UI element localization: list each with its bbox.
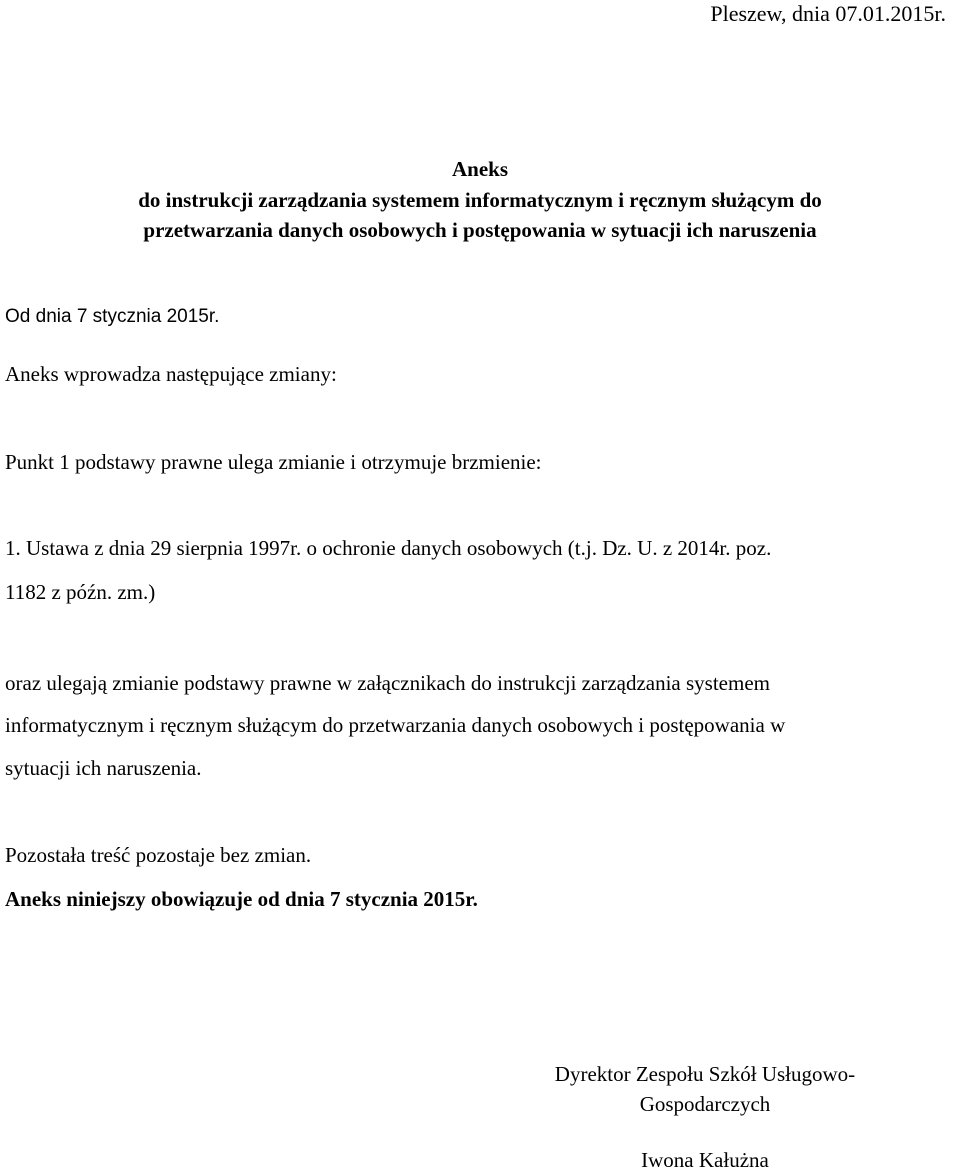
punkt-paragraph: Punkt 1 podstawy prawne ulega zmianie i otrzymuje brzmienie: bbox=[5, 450, 542, 474]
signatory-name: Iwona Kałużna bbox=[641, 1148, 769, 1172]
effective-statement: Aneks niniejszy obowiązuje od dnia 7 stycznia 2015r. bbox=[5, 887, 478, 911]
intro-paragraph: Aneks wprowadza następujące zmiany: bbox=[5, 362, 337, 386]
changes-paragraph-line-1: oraz ulegają zmianie podstawy prawne w załącznikach do instrukcji zarządzania systemem bbox=[5, 671, 770, 695]
changes-paragraph-line-3: sytuacji ich naruszenia. bbox=[5, 756, 202, 780]
law-reference-line-2: 1182 z późn. zm.) bbox=[5, 580, 156, 604]
rest-unchanged-paragraph: Pozostała treść pozostaje bez zmian. bbox=[5, 843, 312, 867]
changes-paragraph-line-2: informatycznym i ręcznym służącym do przetwarzania danych osobowych i postępowania w bbox=[5, 713, 786, 737]
title-line-2: do instrukcji zarządzania systemem informatycznym i ręcznym służącym do bbox=[138, 188, 822, 212]
document-date: Pleszew, dnia 07.01.2015r. bbox=[710, 1, 946, 26]
law-reference-line-1: 1. Ustawa z dnia 29 sierpnia 1997r. o ochronie danych osobowych (t.j. Dz. U. z 2014r. poz. bbox=[5, 536, 772, 560]
title-line-1: Aneks bbox=[451, 157, 509, 181]
signature-title-line-1: Dyrektor Zespołu Szkół Usługowo- bbox=[554, 1062, 856, 1086]
signature-title-line-2: Gospodarczych bbox=[639, 1092, 771, 1116]
effective-from-date: Od dnia 7 stycznia 2015r. bbox=[5, 306, 220, 327]
title-line-3: przetwarzania danych osobowych i postępowania w sytuacji ich naruszenia bbox=[143, 218, 817, 242]
